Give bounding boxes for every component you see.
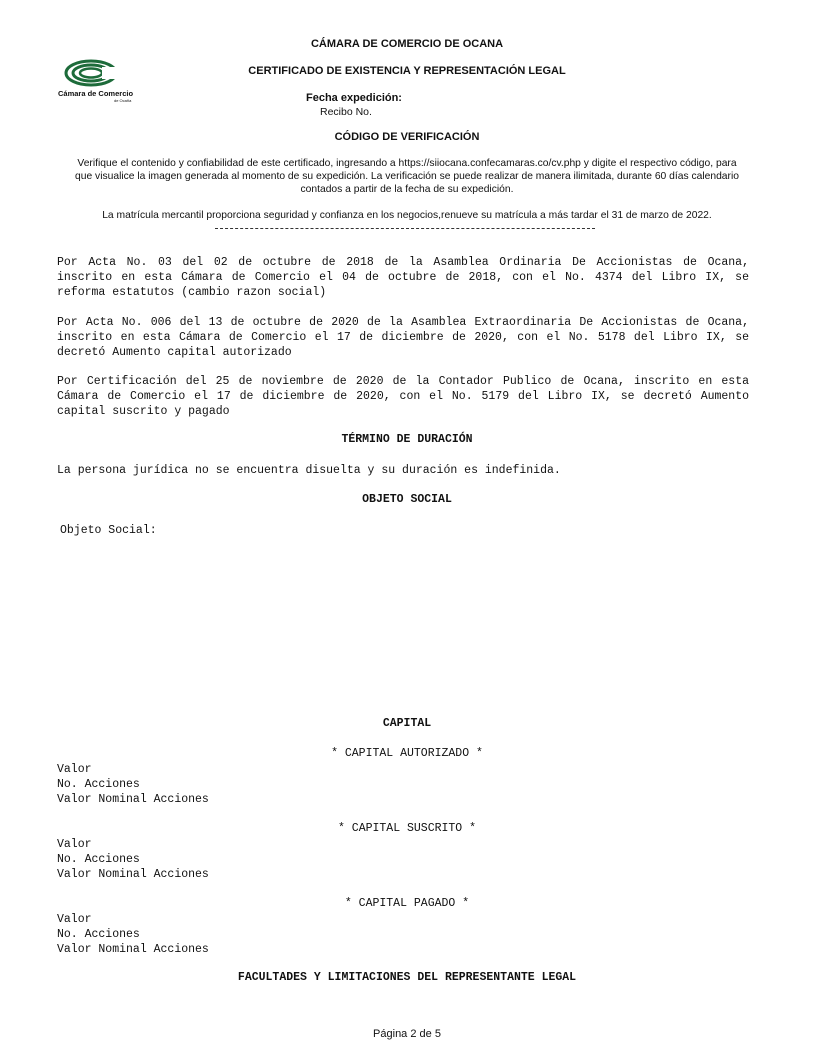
capital-row: Valor xyxy=(57,763,92,776)
termino-text: La persona jurídica no se encuentra disuelta y su duración es indefinida. xyxy=(57,464,561,477)
paragraph-line: decretó Aumento capital autorizado xyxy=(57,346,292,359)
reforma-paragraph xyxy=(57,374,749,419)
recibo-label: Recibo No. xyxy=(320,106,372,118)
header-divider xyxy=(215,228,595,229)
paragraph-line: Por Acta No. 03 del 02 de octubre de 2018 de la Asamblea Ordinaria De Accionistas de Ocana, xyxy=(57,256,749,269)
chamber-title: CÁMARA DE COMERCIO DE OCANA xyxy=(310,38,504,50)
verification-line: Verifique el contenido y confiabilidad de este certificado, ingresando a https://siiocana.confecamaras.co/cv.php y digite el respectivo código, para xyxy=(77,158,737,169)
capital-row: No. Acciones xyxy=(57,853,140,866)
paragraph-line: inscrito en esta Cámara de Comercio el 17 de diciembre de 2020, con el No. 5178 del Libro IX, se xyxy=(57,331,749,344)
capital-pagado-title: * CAPITAL PAGADO * xyxy=(344,897,470,910)
capital-row: Valor xyxy=(57,838,92,851)
logo-subtitle: de Ocaña xyxy=(114,98,132,103)
logo-name: Cámara de Comercio xyxy=(58,89,134,98)
capital-row: Valor Nominal Acciones xyxy=(57,943,209,956)
page-number: Página 2 de 5 xyxy=(373,1028,441,1040)
capital-autorizado-title: * CAPITAL AUTORIZADO * xyxy=(331,747,483,760)
fecha-expedicion-label: Fecha expedición: xyxy=(306,92,402,104)
capital-row: No. Acciones xyxy=(57,778,140,791)
reforma-paragraph xyxy=(57,255,749,300)
capital-title: CAPITAL xyxy=(382,717,432,730)
verification-line: que visualice la imagen generada al momento de su expedición. La verificación se puede realizar de manera ilimitada, durante 60 días calendario xyxy=(75,171,739,182)
capital-row: Valor Nominal Acciones xyxy=(57,793,209,806)
objeto-social-title: OBJETO SOCIAL xyxy=(362,493,452,506)
capital-row: Valor Nominal Acciones xyxy=(57,868,209,881)
paragraph-line: capital suscrito y pagado xyxy=(57,405,230,418)
certificate-title: CERTIFICADO DE EXISTENCIA Y REPRESENTACIÓN LEGAL xyxy=(248,65,566,77)
capital-row: Valor xyxy=(57,913,92,926)
verification-code-title: CÓDIGO DE VERIFICACIÓN xyxy=(334,131,480,143)
matricula-notice: La matrícula mercantil proporciona seguridad y confianza en los negocios,renueve su matrícula a más tardar el 31 de marzo de 2022. xyxy=(102,210,712,221)
paragraph-line: reforma estatutos (cambio razon social) xyxy=(57,286,327,299)
termino-title: TÉRMINO DE DURACIÓN xyxy=(341,433,473,446)
paragraph-line: Cámara de Comercio el 17 de diciembre de 2020, con el No. 5179 del Libro IX, se decretó Aumento xyxy=(57,390,749,403)
objeto-social-label: Objeto Social: xyxy=(60,524,157,537)
reforma-paragraph xyxy=(57,315,749,360)
verification-notice xyxy=(57,157,757,196)
facultades-title: FACULTADES Y LIMITACIONES DEL REPRESENTANTE LEGAL xyxy=(237,971,577,984)
paragraph-line: Por Certificación del 25 de noviembre de 2020 de la Contador Publico de Ocana, inscrito en esta xyxy=(57,375,749,388)
paragraph-line: Por Acta No. 006 del 13 de octubre de 2020 de la Asamblea Extraordinaria De Accionistas de Ocana, xyxy=(57,316,749,329)
capital-row: No. Acciones xyxy=(57,928,140,941)
paragraph-line: inscrito en esta Cámara de Comercio el 04 de octubre de 2018, con el No. 4374 del Libro IX, se xyxy=(57,271,749,284)
capital-suscrito-title: * CAPITAL SUSCRITO * xyxy=(337,822,477,835)
verification-line: contados a partir de la fecha de su expedición. xyxy=(300,184,514,195)
